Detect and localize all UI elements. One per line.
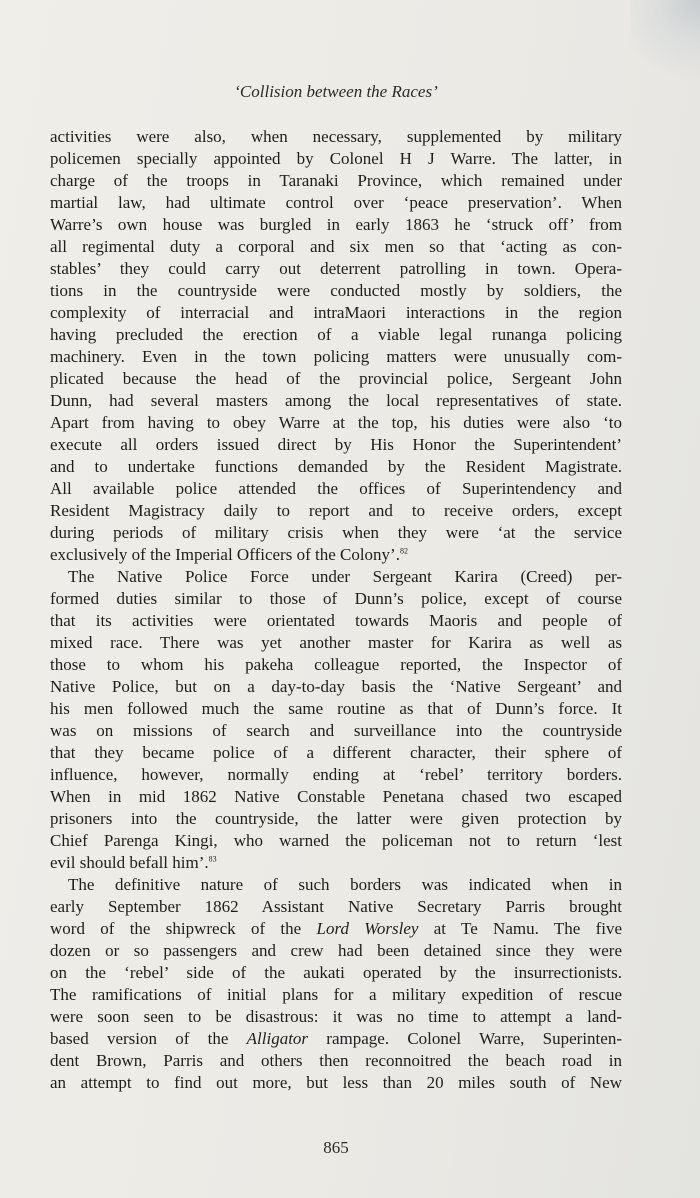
text-line: Warre’s own house was burgled in early 1863 he ‘struck off’ from xyxy=(50,215,622,234)
text-line: early September 1862 Assistant Native Secretary Parris brought xyxy=(50,897,622,916)
ship-name: Lord Worsley xyxy=(316,919,419,938)
text-line: Native Police, but on a day-to-day basis the ‘Native Sergeant’ and xyxy=(50,677,622,696)
text-line: policemen specially appointed by Colonel H J Warre. The latter, in xyxy=(50,149,622,168)
text-line: during periods of military crisis when they were ‘at the service xyxy=(50,523,622,542)
text-line: based version of the Alligator rampage. Colonel Warre, Superinten- xyxy=(50,1029,622,1048)
text-line: and to undertake functions demanded by the Resident Magistrate. xyxy=(50,457,622,476)
ship-name: Alligator xyxy=(246,1029,309,1048)
text-line: dent Brown, Parris and others then reconnoitred the beach road in xyxy=(50,1051,622,1070)
text-line: execute all orders issued direct by His Honor the Superintendent’ xyxy=(50,435,622,454)
text-line: Chief Parenga Kingi, who warned the policeman not to return ‘lest xyxy=(50,831,622,850)
page-number: 865 xyxy=(323,1138,349,1157)
text-line-with-note xyxy=(50,852,622,874)
page-corner-shadow xyxy=(630,0,700,90)
body-text xyxy=(50,126,622,1094)
text-line: that its activities were orientated towards Maoris and people of xyxy=(50,611,622,630)
text-line: The Native Police Force under Sergeant Karira (Creed) per- xyxy=(68,567,622,586)
text-line: those to whom his pakeha colleague reported, the Inspector of xyxy=(50,655,622,674)
text-line: an attempt to find out more, but less than 20 miles south of New xyxy=(50,1073,622,1092)
text-line: Apart from having to obey Warre at the top, his duties were also ‘to xyxy=(50,413,622,432)
text-line: plicated because the head of the provincial police, Sergeant John xyxy=(50,369,622,388)
text-line: Resident Magistracy daily to report and to receive orders, except xyxy=(50,501,622,520)
text-line: The definitive nature of such borders was indicated when in xyxy=(68,875,622,894)
text-line: prisoners into the countryside, the latter were given protection by xyxy=(50,809,622,828)
text-line: exclusively of the Imperial Officers of the Colony’. xyxy=(50,545,400,564)
text-line: having precluded the erection of a viable legal runanga policing xyxy=(50,325,622,344)
text-line: When in mid 1862 Native Constable Penetana chased two escaped xyxy=(50,787,622,806)
text-line: stables’ they could carry out deterrent patrolling in town. Opera- xyxy=(50,259,622,278)
text-line: was on missions of search and surveillance into the countryside xyxy=(50,721,622,740)
footnote-ref[interactable]: 83 xyxy=(208,854,217,864)
text-line: all regimental duty a corporal and six men so that ‘acting as con- xyxy=(50,237,622,256)
text-line: complexity of interracial and intraMaori interactions in the region xyxy=(50,303,622,322)
text-line: mixed race. There was yet another master for Karira as well as xyxy=(50,633,622,652)
text-line: charge of the troops in Taranaki Province, which remained under xyxy=(50,171,622,190)
text-line: evil should befall him’. xyxy=(50,853,209,872)
running-head: ‘Collision between the Races’ xyxy=(234,82,438,101)
text-line: tions in the countryside were conducted mostly by soldiers, the xyxy=(50,281,622,300)
text-line: martial law, had ultimate control over ‘peace preservation’. When xyxy=(50,193,622,212)
text-line: word of the shipwreck of the Lord Worsley at Te Namu. The five xyxy=(50,919,622,938)
footnote-ref[interactable]: 82 xyxy=(399,546,408,556)
text-line: dozen or so passengers and crew had been detained since they were xyxy=(50,941,622,960)
text-line: machinery. Even in the town policing matters were unusually com- xyxy=(50,347,622,366)
text-line: his men followed much the same routine as that of Dunn’s force. It xyxy=(50,699,622,718)
text-line-with-note xyxy=(50,544,622,566)
text-line: activities were also, when necessary, supplemented by military xyxy=(50,127,622,146)
text-line: that they became police of a different character, their sphere of xyxy=(50,743,622,762)
text-line: influence, however, normally ending at ‘rebel’ territory borders. xyxy=(50,765,622,784)
text-line: formed duties similar to those of Dunn’s police, except of course xyxy=(50,589,622,608)
text-line: were soon seen to be disastrous: it was no time to attempt a land- xyxy=(50,1007,622,1026)
text-line: All available police attended the offices of Superintendency and xyxy=(50,479,622,498)
text-line: on the ‘rebel’ side of the aukati operated by the insurrectionists. xyxy=(50,963,622,982)
text-line: Dunn, had several masters among the local representatives of state. xyxy=(50,391,622,410)
text-line: The ramifications of initial plans for a military expedition of rescue xyxy=(50,985,622,1004)
